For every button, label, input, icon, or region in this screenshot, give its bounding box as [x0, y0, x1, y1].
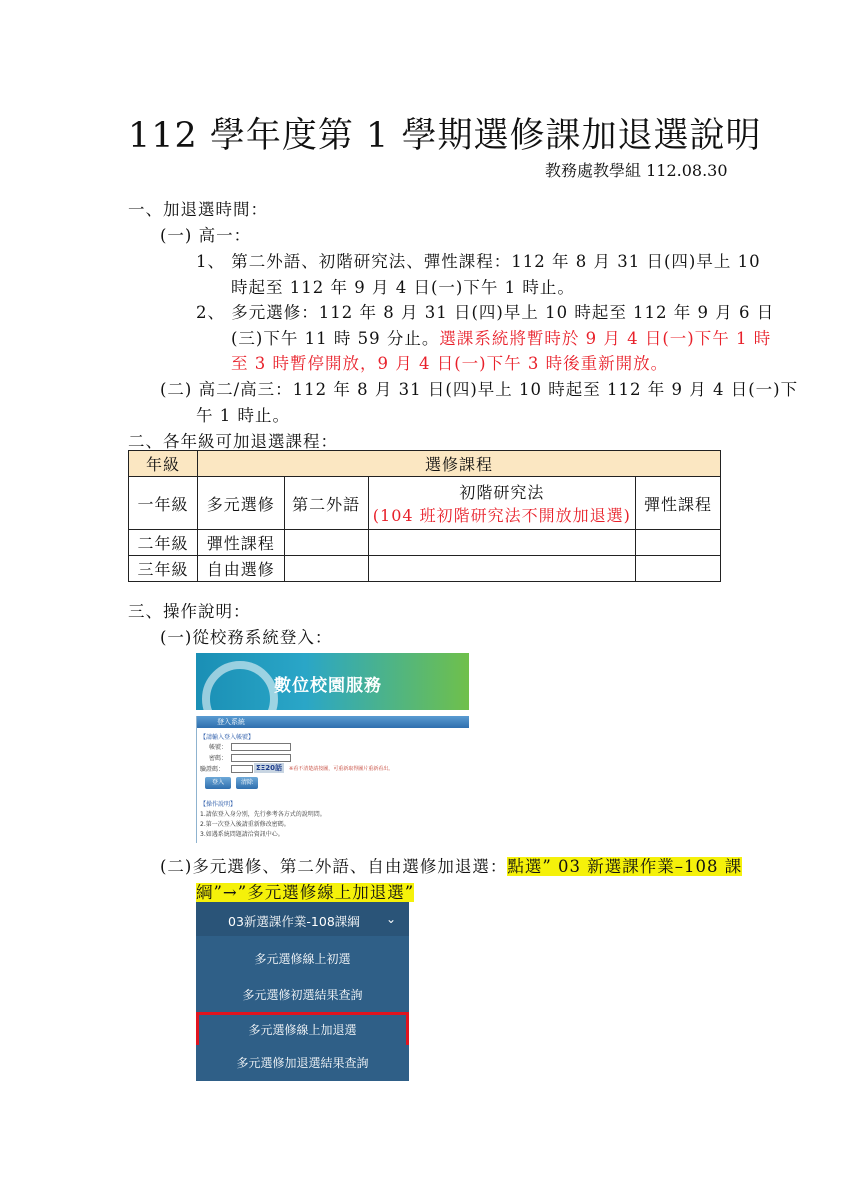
grade-cell: 三年級 [129, 556, 198, 582]
grade-cell: 一年級 [129, 477, 198, 530]
chevron-down-icon: ⌄ [386, 912, 397, 926]
header-courses: 選修課程 [197, 451, 720, 477]
note-line: 2.第一次登入後請重新修改密碼。 [200, 821, 290, 828]
account-input[interactable] [231, 743, 291, 751]
section1-item2-line2a: (三)下午 11 時 59 分止。 [231, 329, 440, 348]
section2-heading: 二、各年級可加退選課程： [128, 432, 338, 451]
section3-sub1: (一)從校務系統登入： [160, 628, 333, 647]
menu-item-add-drop[interactable]: 多元選修線上加退選 [196, 1012, 409, 1048]
section1-sub2-line1: (二) 高二/高三：112 年 8 月 31 日(四)早上 10 時起至 112 年 9 月 4 日(一)下 [160, 380, 799, 399]
menu-item-add-drop-results[interactable]: 多元選修加退選結果查詢 [196, 1045, 409, 1081]
account-label: 帳號： [209, 744, 228, 751]
captcha-label: 驗證碼： [200, 766, 225, 773]
course-name: 初階研究法 [459, 483, 545, 502]
menu-item-initial-selection[interactable]: 多元選修線上初選 [196, 941, 409, 977]
panel-title: 登入系統 [197, 716, 469, 728]
password-label: 密碼： [209, 755, 228, 762]
captcha-input[interactable] [231, 765, 253, 773]
empty-cell [636, 530, 721, 556]
course-note: (104 班初階研究法不開放加退選) [372, 506, 631, 525]
page-title: 112 學年度第 1 學期選修課加退選說明 [128, 116, 762, 156]
login-prompt: 【請輸入登入帳號】 [200, 734, 255, 741]
note-line: 1.請依登入身分別，先行參考各方式的說明問。 [200, 811, 326, 818]
section1-sub2-line2: 午 1 時止。 [196, 406, 290, 425]
table-header-row [129, 451, 721, 477]
section3-sub2-highlight2: 綱”→”多元選修線上加退選” [196, 883, 415, 902]
empty-cell [368, 556, 636, 582]
empty-cell [368, 530, 636, 556]
section1-item2-line2 [231, 325, 771, 349]
menu-item-initial-results[interactable]: 多元選修初選結果查詢 [196, 977, 409, 1013]
captcha-image[interactable]: ΣΞ20話 [256, 764, 282, 772]
banner-title: 數位校園服務 [274, 676, 382, 696]
note-line: 3.如遇系統問題請洽資訊中心。 [200, 831, 284, 838]
notes-heading: 【操作說明】 [200, 801, 237, 808]
section1-item2-warning: 選課系統將暫時於 9 月 4 日(一)下午 1 時 [439, 329, 772, 348]
section3-sub2-highlight1: 點選” 03 新選課作業–108 課 [507, 857, 743, 876]
section1-item1-line1: 1、 第二外語、初階研究法、彈性課程：112 年 8 月 31 日(四)早上 10 [196, 252, 761, 271]
empty-cell [284, 530, 368, 556]
issuer-date: 教務處教學組 112.08.30 [545, 161, 728, 180]
section3-sub2-line1 [160, 853, 742, 877]
course-cell: 第二外語 [284, 477, 368, 530]
reset-button[interactable]: 清除 [236, 777, 258, 789]
login-banner [196, 653, 469, 710]
table-row [129, 477, 721, 530]
login-panel [196, 716, 469, 843]
password-input[interactable] [231, 754, 291, 762]
section1-sub1: (一) 高一： [160, 226, 252, 245]
header-grade: 年級 [129, 451, 198, 477]
section3-sub2-prefix: (二)多元選修、第二外語、自由選修加退選： [160, 857, 508, 876]
menu-header-label: 03新選課作業-108課綱 [228, 914, 360, 929]
course-cell: 彈性課程 [197, 530, 284, 556]
section1-item2-line3: 至 3 時暫停開放，9 月 4 日(一)下午 3 時後重新開放。 [231, 354, 669, 373]
course-cell: 多元選修 [197, 477, 284, 530]
section3-sub2-line2 [196, 879, 414, 903]
section1-item2-line1: 2、 多元選修：112 年 8 月 31 日(四)早上 10 時起至 112 年 9 月 6 日 [196, 303, 775, 322]
course-table [128, 450, 721, 582]
course-cell: 彈性課程 [636, 477, 721, 530]
empty-cell [284, 556, 368, 582]
table-row [129, 556, 721, 582]
table-row [129, 530, 721, 556]
section1-item1-line2: 時起至 112 年 9 月 4 日(一)下午 1 時止。 [231, 278, 575, 297]
course-cell [368, 477, 636, 530]
section3-heading: 三、操作說明： [128, 602, 251, 621]
captcha-hint: ※看不清楚請按圖，可重新取得圖片重新看出。 [289, 766, 394, 772]
grade-cell: 二年級 [129, 530, 198, 556]
menu-screenshot [196, 902, 409, 1079]
menu-header[interactable] [196, 902, 409, 936]
section1-heading: 一、加退選時間： [128, 200, 268, 219]
login-button[interactable]: 登入 [205, 777, 231, 789]
empty-cell [636, 556, 721, 582]
login-screenshot [196, 653, 469, 843]
course-cell: 自由選修 [197, 556, 284, 582]
